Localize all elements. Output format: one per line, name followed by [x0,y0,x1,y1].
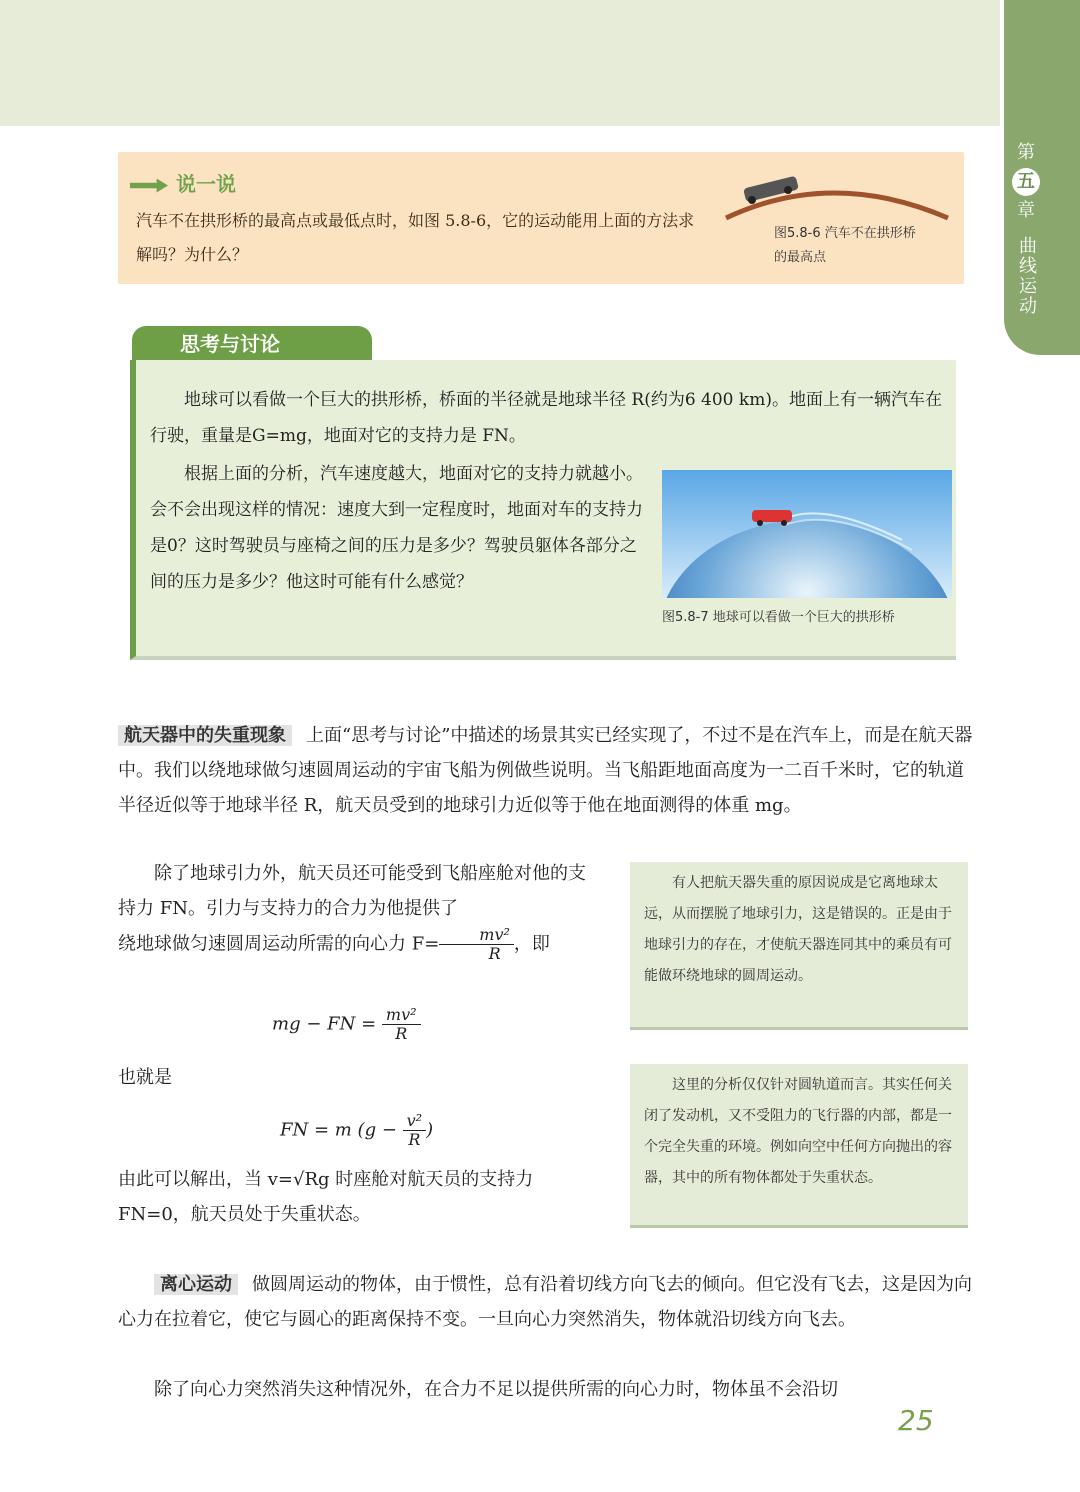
think-heading: 思考与讨论 [132,326,372,362]
equation-1-left: mg − FN = [272,1013,377,1035]
side-note-1 [630,862,968,1030]
figure-5-8-6-caption: 图5.8-6 汽车不在拱形桥的最高点 [774,226,916,265]
paragraph-weightlessness [118,718,973,823]
centrifugal-text: 做圆周运动的物体，由于惯性，总有沿着切线方向飞去的倾向。但它没有飞去，这是因为向心力在拉着它，使它与圆心的距离保持不变。一旦向心力突然消失，物体就沿切线方向飞去。 [118,1274,972,1330]
think-paragraph-1: 地球可以看做一个巨大的拱形桥，桥面的半径就是地球半径 R(约为6 400 km)。地面上有一辆汽车在行驶，重量是G=mg，地面对它的支持力是 FN。 [150,390,942,446]
earth-car-illustration [662,470,952,598]
equation-2-left: FN = m (g − [280,1119,397,1141]
support-force-line-1: 除了地球引力外，航天员还可能受到飞船座舱对他的支持力 FN。引力与支持力的合力为他提供了 [118,863,586,919]
keyword-centrifugal: 离心运动 [154,1274,238,1295]
arrow-icon [130,179,168,193]
support-force-line-2-end: ，即 [513,933,550,955]
page-number: 25 [898,1404,934,1437]
top-band [0,0,1000,126]
chapter-tab [1004,0,1080,355]
equation-2-denominator: R [408,1130,421,1149]
centripetal-fraction [439,926,514,963]
paragraph-support-force [118,856,588,963]
equation-2 [280,1112,433,1149]
equation-2-numerator: v² [403,1112,426,1131]
paragraph-solution: 由此可以解出，当 v=√Rg 时座舱对航天员的支持力FN=0，航天员处于失重状态。 [118,1169,534,1225]
chapter-prefix: 第 [1017,142,1035,163]
figure-5-8-7-caption: 图5.8-7 地球可以看做一个巨大的拱形桥 [662,610,895,625]
chapter-number: 五 [1012,168,1040,196]
arch-bridge-car-illustration [722,168,952,224]
side-note-1-text: 有人把航天器失重的原因说成是它离地球太远，从而摆脱了地球引力，这是错误的。正是由于地球引力的存在，才使航天器连同其中的乘员有可能做环绕地球的圆周运动。 [644,875,952,984]
equation-1-denominator: R [395,1024,408,1043]
keyword-weightlessness: 航天器中的失重现象 [118,725,292,746]
side-note-2-text: 这里的分析仅仅针对圆轨道而言。其实任何关闭了发动机，又不受阻力的飞行器的内部，都是一个完全失重的环境。例如向空中任何方向抛出的容器，其中的所有物体都处于失重状态。 [644,1077,952,1186]
say-box [118,152,964,284]
chapter-suffix: 章 [1017,200,1035,221]
paragraph-insufficient-force: 除了向心力突然消失这种情况外，在合力不足以提供所需的向心力时，物体虽不会沿切 [154,1379,838,1400]
weightlessness-text: 上面“思考与讨论”中描述的场景其实已经实现了，不过不是在汽车上，而是在航天器中。我们以绕地球做匀速圆周运动的宇宙飞船为例做些说明。当飞船距地面高度为一二百千米时，它的轨道半径近似等于地球半径 R，航天员受到的地球引力近似等于他在地面测得的体重 mg。 [118,725,973,816]
equation-1-numerator: mv² [382,1006,421,1025]
support-force-line-2: 绕地球做匀速圆周运动所需的向心力 F= [118,933,440,955]
side-note-2 [630,1064,968,1228]
equation-1 [272,1006,421,1043]
equation-2-right: ) [426,1119,434,1141]
say-text: 汽车不在拱形桥的最高点或最低点时，如图 5.8-6，它的运动能用上面的方法求解吗？为什么？ [136,211,695,264]
equation-1-fraction [382,1006,421,1043]
chapter-title: 曲线运动 [1016,236,1037,316]
paragraph-that-is: 也就是 [118,1067,172,1088]
say-heading: 说一说 [176,172,236,196]
think-box [130,360,956,660]
fraction-denominator: R [488,944,501,963]
think-paragraph-2: 根据上面的分析，汽车速度越大，地面对它的支持力就越小。会不会出现这样的情况：速度大到一定程度时，地面对车的支持力是0？这时驾驶员与座椅之间的压力是多少？驾驶员躯体各部分之间的压力是多少？他这时可能有什么感觉？ [150,464,643,592]
fraction-numerator: mv² [439,926,514,945]
paragraph-centrifugal [118,1267,973,1337]
equation-2-fraction [403,1112,426,1149]
earth-figure [662,470,952,625]
